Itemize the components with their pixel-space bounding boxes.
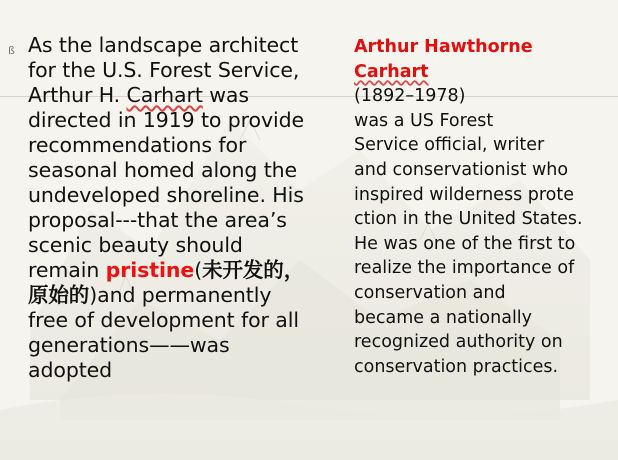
text-fragment: (	[194, 258, 203, 282]
text-line: conservation practices.	[354, 356, 559, 377]
person-name	[354, 60, 614, 85]
text-line: inspired wilderness prote	[354, 184, 574, 205]
text-line: scenic beauty should	[28, 233, 243, 257]
chinese-gloss: 原始的	[28, 283, 90, 307]
text-fragment: remain	[28, 258, 106, 282]
text-fragment: )and permanently	[89, 283, 272, 307]
text-line	[28, 283, 328, 308]
text-fragment: was	[202, 83, 249, 107]
text-line: Service official, writer	[354, 135, 545, 156]
text-line: generations——was	[28, 333, 230, 357]
spellcheck-word: Carhart	[126, 83, 203, 107]
text-line: directed in 1919 to provide	[28, 108, 305, 132]
text-line: undeveloped shoreline. His	[28, 183, 304, 207]
text-line: was a US Forest	[354, 110, 494, 131]
highlight-word: pristine	[105, 258, 195, 282]
text-line: (1892–1978)	[354, 86, 466, 107]
right-paragraph	[354, 35, 614, 379]
text-line: recommendations for	[28, 133, 247, 157]
text-line: realize the importance of	[354, 258, 575, 279]
left-paragraph	[28, 33, 328, 383]
bullet-icon: ß	[8, 44, 15, 57]
text-line: seasonal homed along the	[28, 158, 298, 182]
text-line: proposal---that the area’s	[28, 208, 287, 232]
text-line	[28, 258, 328, 283]
bottom-band	[0, 440, 618, 460]
text-line: As the landscape architect	[28, 33, 299, 57]
spellcheck-word: Carhart	[354, 61, 429, 82]
text-line	[28, 83, 328, 108]
text-line: conservation and	[354, 282, 506, 303]
text-line: free of development for all	[28, 308, 299, 332]
chinese-gloss: 未开发的，	[202, 258, 305, 282]
text-line: and conservationist who	[354, 159, 569, 180]
text-line: adopted	[28, 358, 113, 382]
text-line: recognized authority on	[354, 332, 563, 353]
text-line: He was one of the first to	[354, 233, 576, 254]
text-line: for the U.S. Forest Service,	[28, 58, 300, 82]
text-line: ction in the United States.	[354, 209, 583, 230]
text-fragment: Arthur H.	[28, 83, 127, 107]
person-name: Arthur Hawthorne	[354, 37, 533, 57]
text-line: became a nationally	[354, 307, 533, 328]
